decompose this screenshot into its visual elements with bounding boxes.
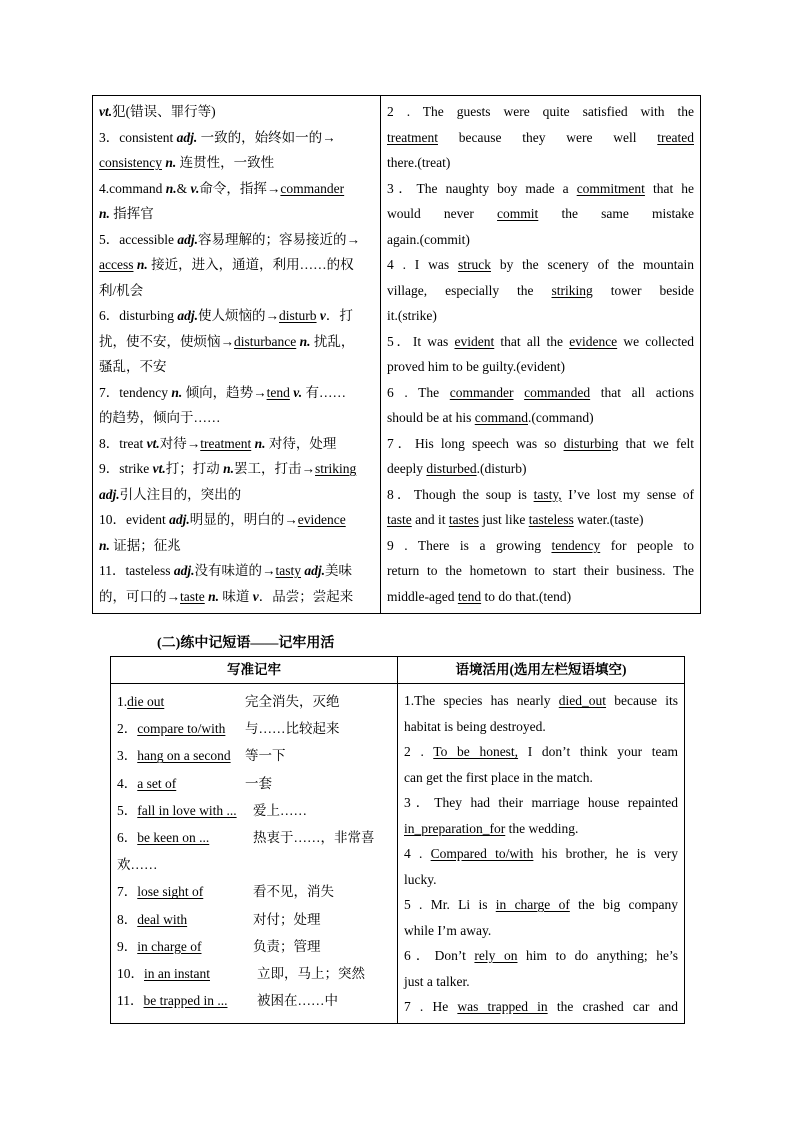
- sentence-line: it.(strike): [387, 308, 437, 323]
- entry-line: 10．evident adj.明显的，明白的→evidence: [99, 512, 346, 527]
- entry-line: 利/机会: [99, 282, 144, 298]
- sentence-line: 1.The species has nearly died_out because its: [404, 693, 679, 708]
- phrase-row: 10．in an instant 立即，马上；突然: [117, 966, 365, 982]
- entry-line: 骚乱，不安: [99, 359, 167, 374]
- phrase-row: 5．fall in love with ... 爱上……: [117, 802, 307, 818]
- sentence-line: just a talker.: [404, 973, 470, 989]
- phrase-row: 2．compare to/with 与……比较起来: [117, 721, 340, 737]
- entry-line: n. 证据；征兆: [99, 537, 181, 553]
- context-sentences: [398, 684, 685, 1024]
- phrase-row: 4．a set of 一套: [117, 775, 272, 791]
- sentence-line: 9 . There is a growing tendency for people to: [387, 537, 694, 553]
- column-header-left: 写准记牢: [111, 657, 398, 684]
- sentence-line: 3．They had their marriage house repainted: [404, 795, 678, 810]
- entry-line: 6．disturbing adj.使人烦恼的→disturb v．打: [99, 308, 353, 323]
- word-family-column: [93, 96, 381, 614]
- phrase-row: 3．hang on a second 等一下: [117, 748, 286, 764]
- sentence-line: 2 . The guests were quite satisfied with the: [387, 104, 694, 119]
- phrase-row: 1.die out 完全消失，灭绝: [117, 694, 340, 709]
- entry-line: 7．tendency n. 倾向，趋势→tend v. 有……: [99, 384, 346, 400]
- phrase-row: 欢……: [117, 857, 158, 873]
- sentence-line: middle-aged tend to do that.(tend): [387, 588, 572, 604]
- entry-line: adj.引人注目的，突出的: [99, 486, 242, 502]
- phrase-row: 7．lose sight of 看不见，消失: [117, 884, 334, 900]
- entry-line: 扰，使不安，使烦恼→disturbance n. 扰乱，: [99, 333, 355, 349]
- sentence-line: would never commit the same mistake: [387, 206, 694, 221]
- entry-line: vt.犯(错误、罪行等): [99, 104, 216, 119]
- column-header-right: 语境活用(选用左栏短语填空): [398, 657, 685, 684]
- entry-line: consistency n. 连贯性，一致性: [99, 155, 275, 170]
- entry-line: 的趋势，倾向于……: [99, 410, 221, 425]
- sentence-line: village, especially the striking tower beside: [387, 282, 694, 298]
- phrase-list: [111, 684, 398, 1024]
- section-heading: (二)练中记短语——记牢用活: [157, 636, 335, 651]
- sentence-line: 6 . The commander commanded that all actions: [387, 384, 694, 400]
- sentence-line: 5．It was evident that all the evidence we collected: [387, 333, 694, 349]
- entry-line: 8．treat vt.对待→treatment n. 对待，处理: [99, 435, 337, 451]
- sentence-line: proved him to be guilty.(evident): [387, 359, 565, 374]
- sentence-line: 2 . To be honest, I don’t think your team: [404, 744, 678, 759]
- phrase-row: 11．be trapped in ... 被困在……中: [117, 993, 338, 1009]
- sentence-line: taste and it tastes just like tasteless water.(taste): [387, 512, 644, 527]
- sentence-line: 5 . Mr. Li is in charge of the big company: [404, 897, 678, 912]
- phrase-row: 8．deal with 对付；处理: [117, 911, 321, 927]
- sentence-line: return to the hometown to start their business. The: [387, 563, 694, 578]
- sentence-line: habitat is being destroyed.: [404, 718, 546, 734]
- sentence-line: 7．His long speech was so disturbing that we felt: [387, 435, 694, 451]
- vocabulary-table: [92, 95, 701, 614]
- sentence-line: 3．The naughty boy made a commitment that he: [387, 180, 694, 196]
- sentence-line: there.(treat): [387, 155, 451, 170]
- entry-line: 4.command n.& v.命令，指挥→commander: [99, 180, 345, 196]
- example-sentence-column: [381, 96, 701, 614]
- entry-line: 11．tasteless adj.没有味道的→tasty adj.美味: [99, 563, 353, 578]
- sentence-line: again.(commit): [387, 231, 470, 247]
- sentence-line: lucky.: [404, 871, 437, 887]
- sentence-line: treatment because they were well treated: [387, 129, 694, 145]
- sentence-line: 4 . I was struck by the scenery of the mountain: [387, 257, 694, 272]
- entry-line: 9．strike vt.打；打动 n.罢工，打击→striking: [99, 461, 357, 476]
- sentence-line: 6．Don’t rely on him to do anything; he’s: [404, 948, 678, 963]
- sentence-line: in_preparation_for the wedding.: [404, 820, 579, 836]
- sentence-line: deeply disturbed.(disturb): [387, 461, 527, 476]
- entry-line: n. 指挥官: [99, 206, 154, 221]
- sentence-line: while I’m away.: [404, 922, 492, 938]
- sentence-line: can get the first place in the match.: [404, 769, 593, 785]
- entry-line: access n. 接近，进入，通道，利用……的权: [99, 257, 354, 272]
- sentence-line: 8．Though the soup is tasty, I’ve lost my sense of: [387, 486, 695, 502]
- entry-line: 的，可口的→taste n. 味道 v．品尝；尝起来: [99, 588, 354, 604]
- phrase-table: [110, 656, 685, 1024]
- phrase-row: 6．be keen on ... 热衷于……，非常喜: [117, 830, 375, 846]
- entry-line: 5．accessible adj.容易理解的；容易接近的→: [99, 231, 360, 247]
- sentence-line: 7 . He was trapped in the crashed car and: [404, 999, 678, 1014]
- sentence-line: 4 . Compared to/with his brother, he is very: [404, 846, 678, 861]
- entry-line: 3．consistent adj. 一致的，始终如一的→: [99, 129, 336, 145]
- phrase-row: 9．in charge of 负责；管理: [117, 938, 321, 954]
- sentence-line: should be at his command.(command): [387, 410, 594, 425]
